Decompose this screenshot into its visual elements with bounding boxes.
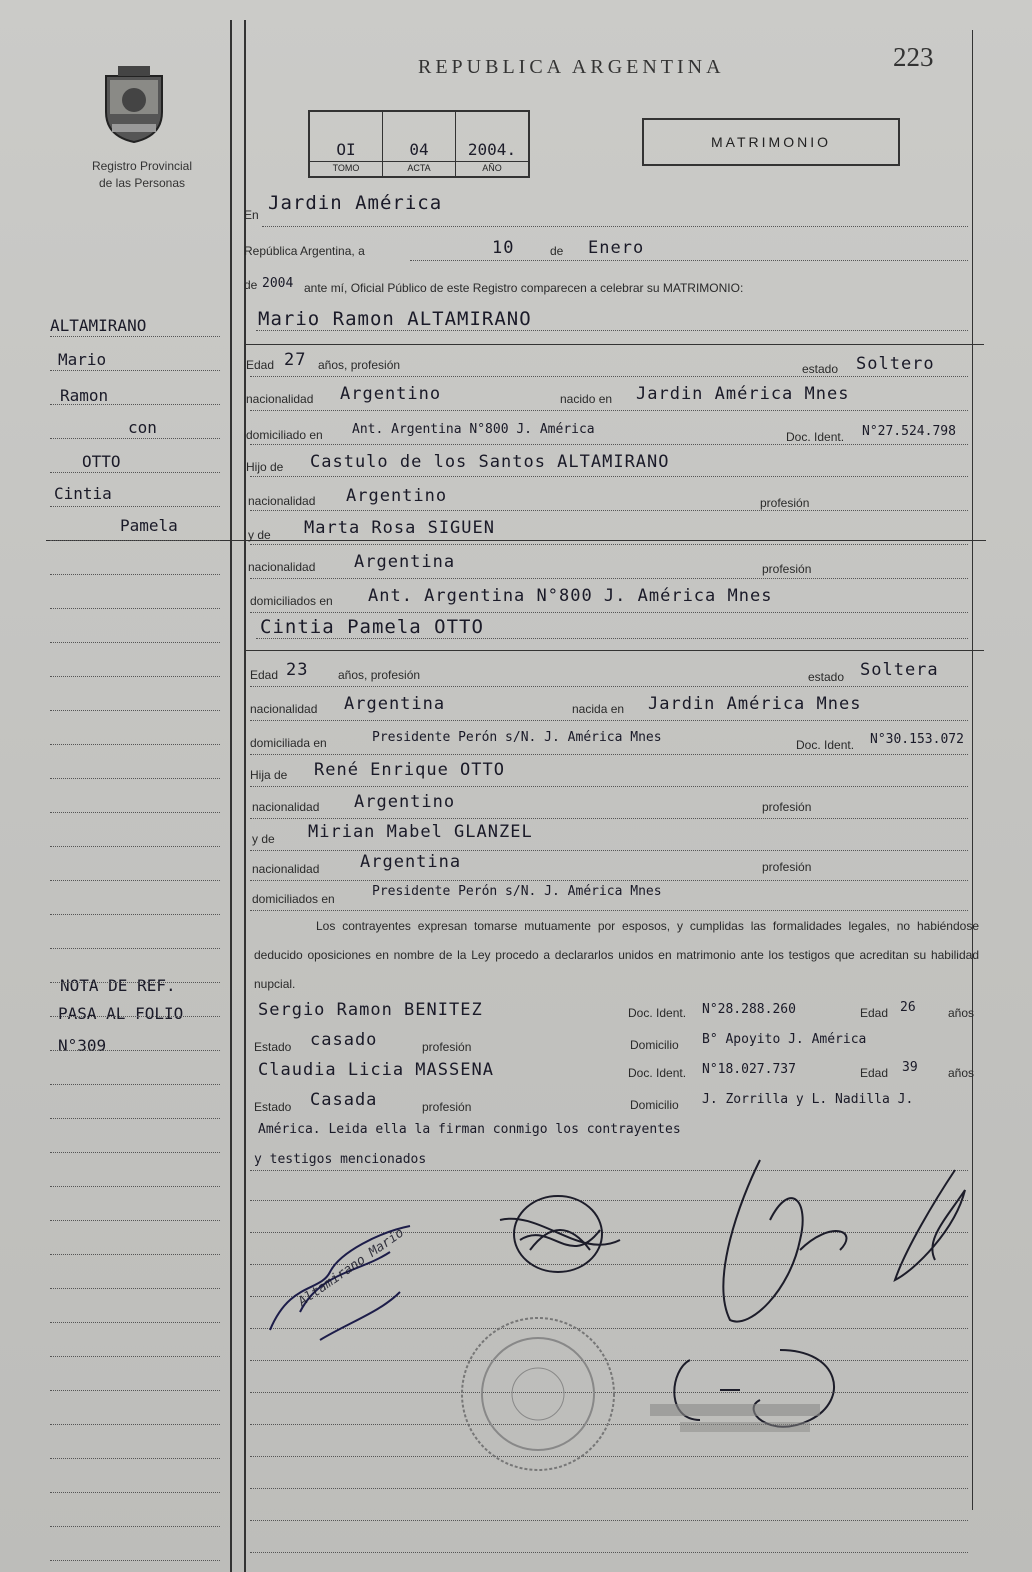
document-type-box: MATRIMONIO (642, 118, 900, 166)
declaration-paragraph: Los contrayentes expresan tomarse mutuamente por esposos, y cumplidas las formalidades legales, no habiéndose deducido oposiciones en nombre de la Ley procedo a declararlos unidos en matrimonio ante los testigos que acreditan su habilidad nupcial. (254, 919, 979, 991)
groom-doc: N°27.524.798 (862, 424, 956, 439)
groom-mother-prof-label: profesión (762, 562, 812, 576)
witness2-doc: N°18.027.737 (702, 1062, 796, 1077)
body-writing-line (250, 720, 968, 721)
witness1-doc-label: Doc. Ident. (628, 1006, 687, 1020)
margin-writing-line (50, 676, 220, 677)
witness1-anos-label: años (948, 1006, 975, 1020)
groom-domiciliado-label: domiciliado en (246, 428, 323, 442)
body-writing-line (250, 578, 968, 579)
witness2-edad-label: Edad (860, 1066, 889, 1080)
republica-label: República Argentina, a (244, 244, 365, 258)
margin-writing-line (50, 914, 220, 915)
margin-writing-line (50, 1390, 220, 1391)
margin-note-2: PASA AL FOLIO (58, 1004, 184, 1023)
margin-writing-line (50, 404, 220, 405)
page-number: 223 (893, 42, 934, 72)
margin-writing-line (50, 472, 220, 473)
registry-name (62, 158, 222, 192)
tomo-value: OI (310, 140, 382, 162)
body-writing-line (250, 612, 968, 613)
body-writing-line (250, 410, 968, 411)
margin-writing-line (50, 1356, 220, 1357)
witness2-signature-icon (875, 1160, 985, 1300)
closing-line-1: América. Leida ella la firman conmigo los contrayentes (258, 1122, 681, 1137)
groom-nacionalidad: Argentino (340, 384, 442, 404)
margin-note-1: NOTA DE REF. (60, 976, 176, 995)
bride-father-nac: Argentino (354, 792, 456, 812)
margin-writing-line (50, 778, 220, 779)
groom-hijo-label: Hijo de (246, 460, 284, 474)
margin-writing-line (50, 812, 220, 813)
witness1-estado-label: Estado (254, 1040, 292, 1054)
bride-signature-icon (480, 1180, 630, 1290)
groom-signature-icon (260, 1212, 440, 1352)
margin-writing-line (50, 1560, 220, 1561)
witness2-estado-label: Estado (254, 1100, 292, 1114)
bride-estado: Soltera (860, 660, 939, 680)
bride-hija-label: Hija de (250, 768, 288, 782)
body-writing-line (250, 754, 968, 755)
groom-father-nac-label: nacionalidad (248, 494, 316, 508)
witness1-signature-icon (700, 1140, 880, 1340)
witness1-domicilio: B° Apoyito J. América (702, 1032, 867, 1047)
groom-age: 27 (284, 350, 307, 370)
ano-value: 2004. (456, 140, 528, 162)
ano-cell (456, 112, 528, 176)
bride-mother-prof-label: profesión (762, 860, 812, 874)
body-writing-line (250, 850, 968, 851)
bride-mother: Mirian Mabel GLANZEL (308, 822, 533, 842)
de-label: de (550, 244, 564, 258)
margin-name2: Ramon (60, 386, 109, 405)
margin-surname: ALTAMIRANO (50, 316, 147, 335)
margin-name4: Pamela (120, 516, 178, 535)
body-writing-line (250, 376, 968, 377)
intro-statement: ante mí, Oficial Público de este Registro comparecen a celebrar su MATRIMONIO: (304, 281, 744, 295)
bride-section-top (244, 650, 984, 651)
groom-estado-label: estado (802, 362, 839, 376)
margin-writing-line (50, 370, 220, 371)
ano-label: AÑO (482, 163, 502, 173)
registry-line1: Registro Provincial (91, 159, 193, 173)
witness1-edad-label: Edad (860, 1006, 889, 1020)
groom-domicilio: Ant. Argentina N°800 J. América (352, 422, 595, 437)
bride-domicilio: Presidente Perón s/N. J. América Mnes (372, 730, 662, 745)
margin-writing-line (50, 1220, 220, 1221)
body-writing-line (250, 444, 968, 445)
witness2-age: 39 (902, 1060, 918, 1075)
groom-signature-text: Altamirano Mario (295, 1225, 407, 1310)
bride-yde-label: y de (252, 832, 275, 846)
witness1-age: 26 (900, 1000, 916, 1015)
groom-edad-label: Edad (246, 358, 275, 372)
margin-con: con (128, 418, 157, 437)
body-writing-line (250, 880, 968, 881)
groom-yde-label: y de (248, 528, 271, 542)
witness1-doc: N°28.288.260 (702, 1002, 796, 1017)
groom-doc-label: Doc. Ident. (786, 430, 845, 444)
margin-writing-line (50, 438, 220, 439)
margin-writing-line (50, 1016, 220, 1017)
margin-writing-line (50, 642, 220, 643)
margin-writing-line (50, 982, 220, 983)
tomo-label: TOMO (332, 163, 360, 173)
margin-writing-line (50, 1288, 220, 1289)
body-writing-line (250, 1552, 968, 1553)
groom-father-prof-label: profesión (760, 496, 810, 510)
witness1-domicilio-label: Domicilio (630, 1038, 679, 1052)
margin-writing-line (50, 1492, 220, 1493)
day-value: 10 (492, 238, 515, 258)
bride-parents-dom-label: domiciliados en (252, 892, 335, 906)
witness2-anos-label: años (948, 1066, 975, 1080)
body-writing-line (250, 910, 968, 911)
margin-writing-line (50, 1254, 220, 1255)
body-writing-line (250, 510, 968, 511)
groom-full-name: Mario Ramon ALTAMIRANO (258, 308, 532, 330)
witness1-name: Sergio Ramon BENITEZ (258, 1000, 483, 1020)
registry-line2: de las Personas (98, 176, 186, 190)
groom-mother: Marta Rosa SIGUEN (304, 518, 495, 538)
month-value: Enero (588, 238, 645, 258)
body-writing-line (250, 686, 968, 687)
bride-full-name: Cintia Pamela OTTO (260, 616, 484, 638)
bride-birthplace: Jardin América Mnes (648, 694, 862, 714)
margin-writing-line (50, 540, 220, 541)
body-writing-line (250, 786, 968, 787)
bride-name-dots (256, 638, 968, 639)
groom-father-nac: Argentino (346, 486, 448, 506)
provincial-seal-icon (98, 62, 170, 144)
margin-writing-line (50, 880, 220, 881)
groom-parents-dom-label: domiciliados en (250, 594, 333, 608)
country-title: REPUBLICA ARGENTINA (418, 56, 725, 78)
official-stamp-icon (650, 1400, 830, 1440)
bride-father: René Enrique OTTO (314, 760, 505, 780)
witness2-domicilio: J. Zorrilla y L. Nadilla J. (702, 1092, 914, 1107)
groom-nacido-label: nacido en (560, 392, 613, 406)
margin-writing-line (50, 948, 220, 949)
groom-name-dots (256, 330, 968, 331)
margin-writing-line (50, 1118, 220, 1119)
closing-line-2: y testigos mencionados (254, 1152, 427, 1167)
groom-mother-nac: Argentina (354, 552, 456, 572)
place-value: Jardin América (268, 192, 443, 214)
year-prefix: de (244, 278, 258, 292)
bride-anos-profesion-label: años, profesión (338, 668, 421, 682)
margin-writing-line (50, 1424, 220, 1425)
bride-domiciliada-label: domiciliada en (250, 736, 327, 750)
margin-writing-line (50, 1526, 220, 1527)
body-writing-line (250, 476, 968, 477)
bride-age: 23 (286, 660, 309, 680)
tomo-cell (310, 112, 383, 176)
witness1-estado: casado (310, 1030, 378, 1050)
margin-surname2: OTTO (82, 452, 121, 471)
witness2-doc-label: Doc. Ident. (628, 1066, 687, 1080)
body-writing-line (250, 818, 968, 819)
date-dots (410, 260, 968, 261)
groom-father: Castulo de los Santos ALTAMIRANO (310, 452, 670, 472)
bride-parents-dom: Presidente Perón s/N. J. América Mnes (372, 884, 662, 899)
bride-estado-label: estado (808, 670, 845, 684)
witness2-name: Claudia Licia MASSENA (258, 1060, 494, 1080)
margin-writing-line (50, 1186, 220, 1187)
groom-anos-profesion-label: años, profesión (318, 358, 401, 372)
margin-writing-line (50, 336, 220, 337)
record-box (308, 110, 530, 178)
bride-doc-label: Doc. Ident. (796, 738, 855, 752)
margin-writing-line (50, 1458, 220, 1459)
bride-doc: N°30.153.072 (870, 732, 964, 747)
margin-writing-line (50, 1084, 220, 1085)
groom-estado: Soltero (856, 354, 935, 374)
margin-writing-line (50, 574, 220, 575)
acta-value: 04 (383, 140, 455, 162)
bride-nacionalidad-label: nacionalidad (250, 702, 318, 716)
margin-writing-line (50, 1322, 220, 1323)
margin-writing-line (50, 506, 220, 507)
groom-birthplace: Jardin América Mnes (636, 384, 850, 404)
body-writing-line (250, 544, 968, 545)
place-dots (262, 226, 968, 227)
en-label: En (244, 208, 259, 222)
acta-label: ACTA (407, 163, 431, 173)
witness2-profesion-label: profesión (422, 1100, 472, 1114)
bride-edad-label: Edad (250, 668, 279, 682)
margin-note-3: N°309 (58, 1036, 107, 1055)
bride-nacida-label: nacida en (572, 702, 625, 716)
margin-writing-line (50, 744, 220, 745)
official-seal-icon (458, 1308, 618, 1478)
groom-mother-nac-label: nacionalidad (248, 560, 316, 574)
body-writing-line (250, 1488, 968, 1489)
margin-writing-line (50, 1050, 220, 1051)
witness2-estado: Casada (310, 1090, 378, 1110)
bride-nacionalidad: Argentina (344, 694, 446, 714)
margin-name1: Mario (58, 350, 107, 369)
margin-writing-line (50, 846, 220, 847)
bride-father-prof-label: profesión (762, 800, 812, 814)
bride-mother-nac-label: nacionalidad (252, 862, 320, 876)
margin-writing-line (50, 608, 220, 609)
left-margin-rule (230, 20, 232, 1572)
acta-cell (383, 112, 456, 176)
groom-nacionalidad-label: nacionalidad (246, 392, 314, 406)
witness2-domicilio-label: Domicilio (630, 1098, 679, 1112)
body-writing-line (250, 1520, 968, 1521)
bride-father-nac-label: nacionalidad (252, 800, 320, 814)
year-value: 2004 (262, 276, 294, 291)
groom-section-top (244, 344, 984, 345)
margin-writing-line (50, 710, 220, 711)
bride-mother-nac: Argentina (360, 852, 462, 872)
groom-parents-dom: Ant. Argentina N°800 J. América Mnes (368, 586, 773, 606)
margin-name3: Cintia (54, 484, 112, 503)
witness1-profesion-label: profesión (422, 1040, 472, 1054)
margin-writing-line (50, 1152, 220, 1153)
